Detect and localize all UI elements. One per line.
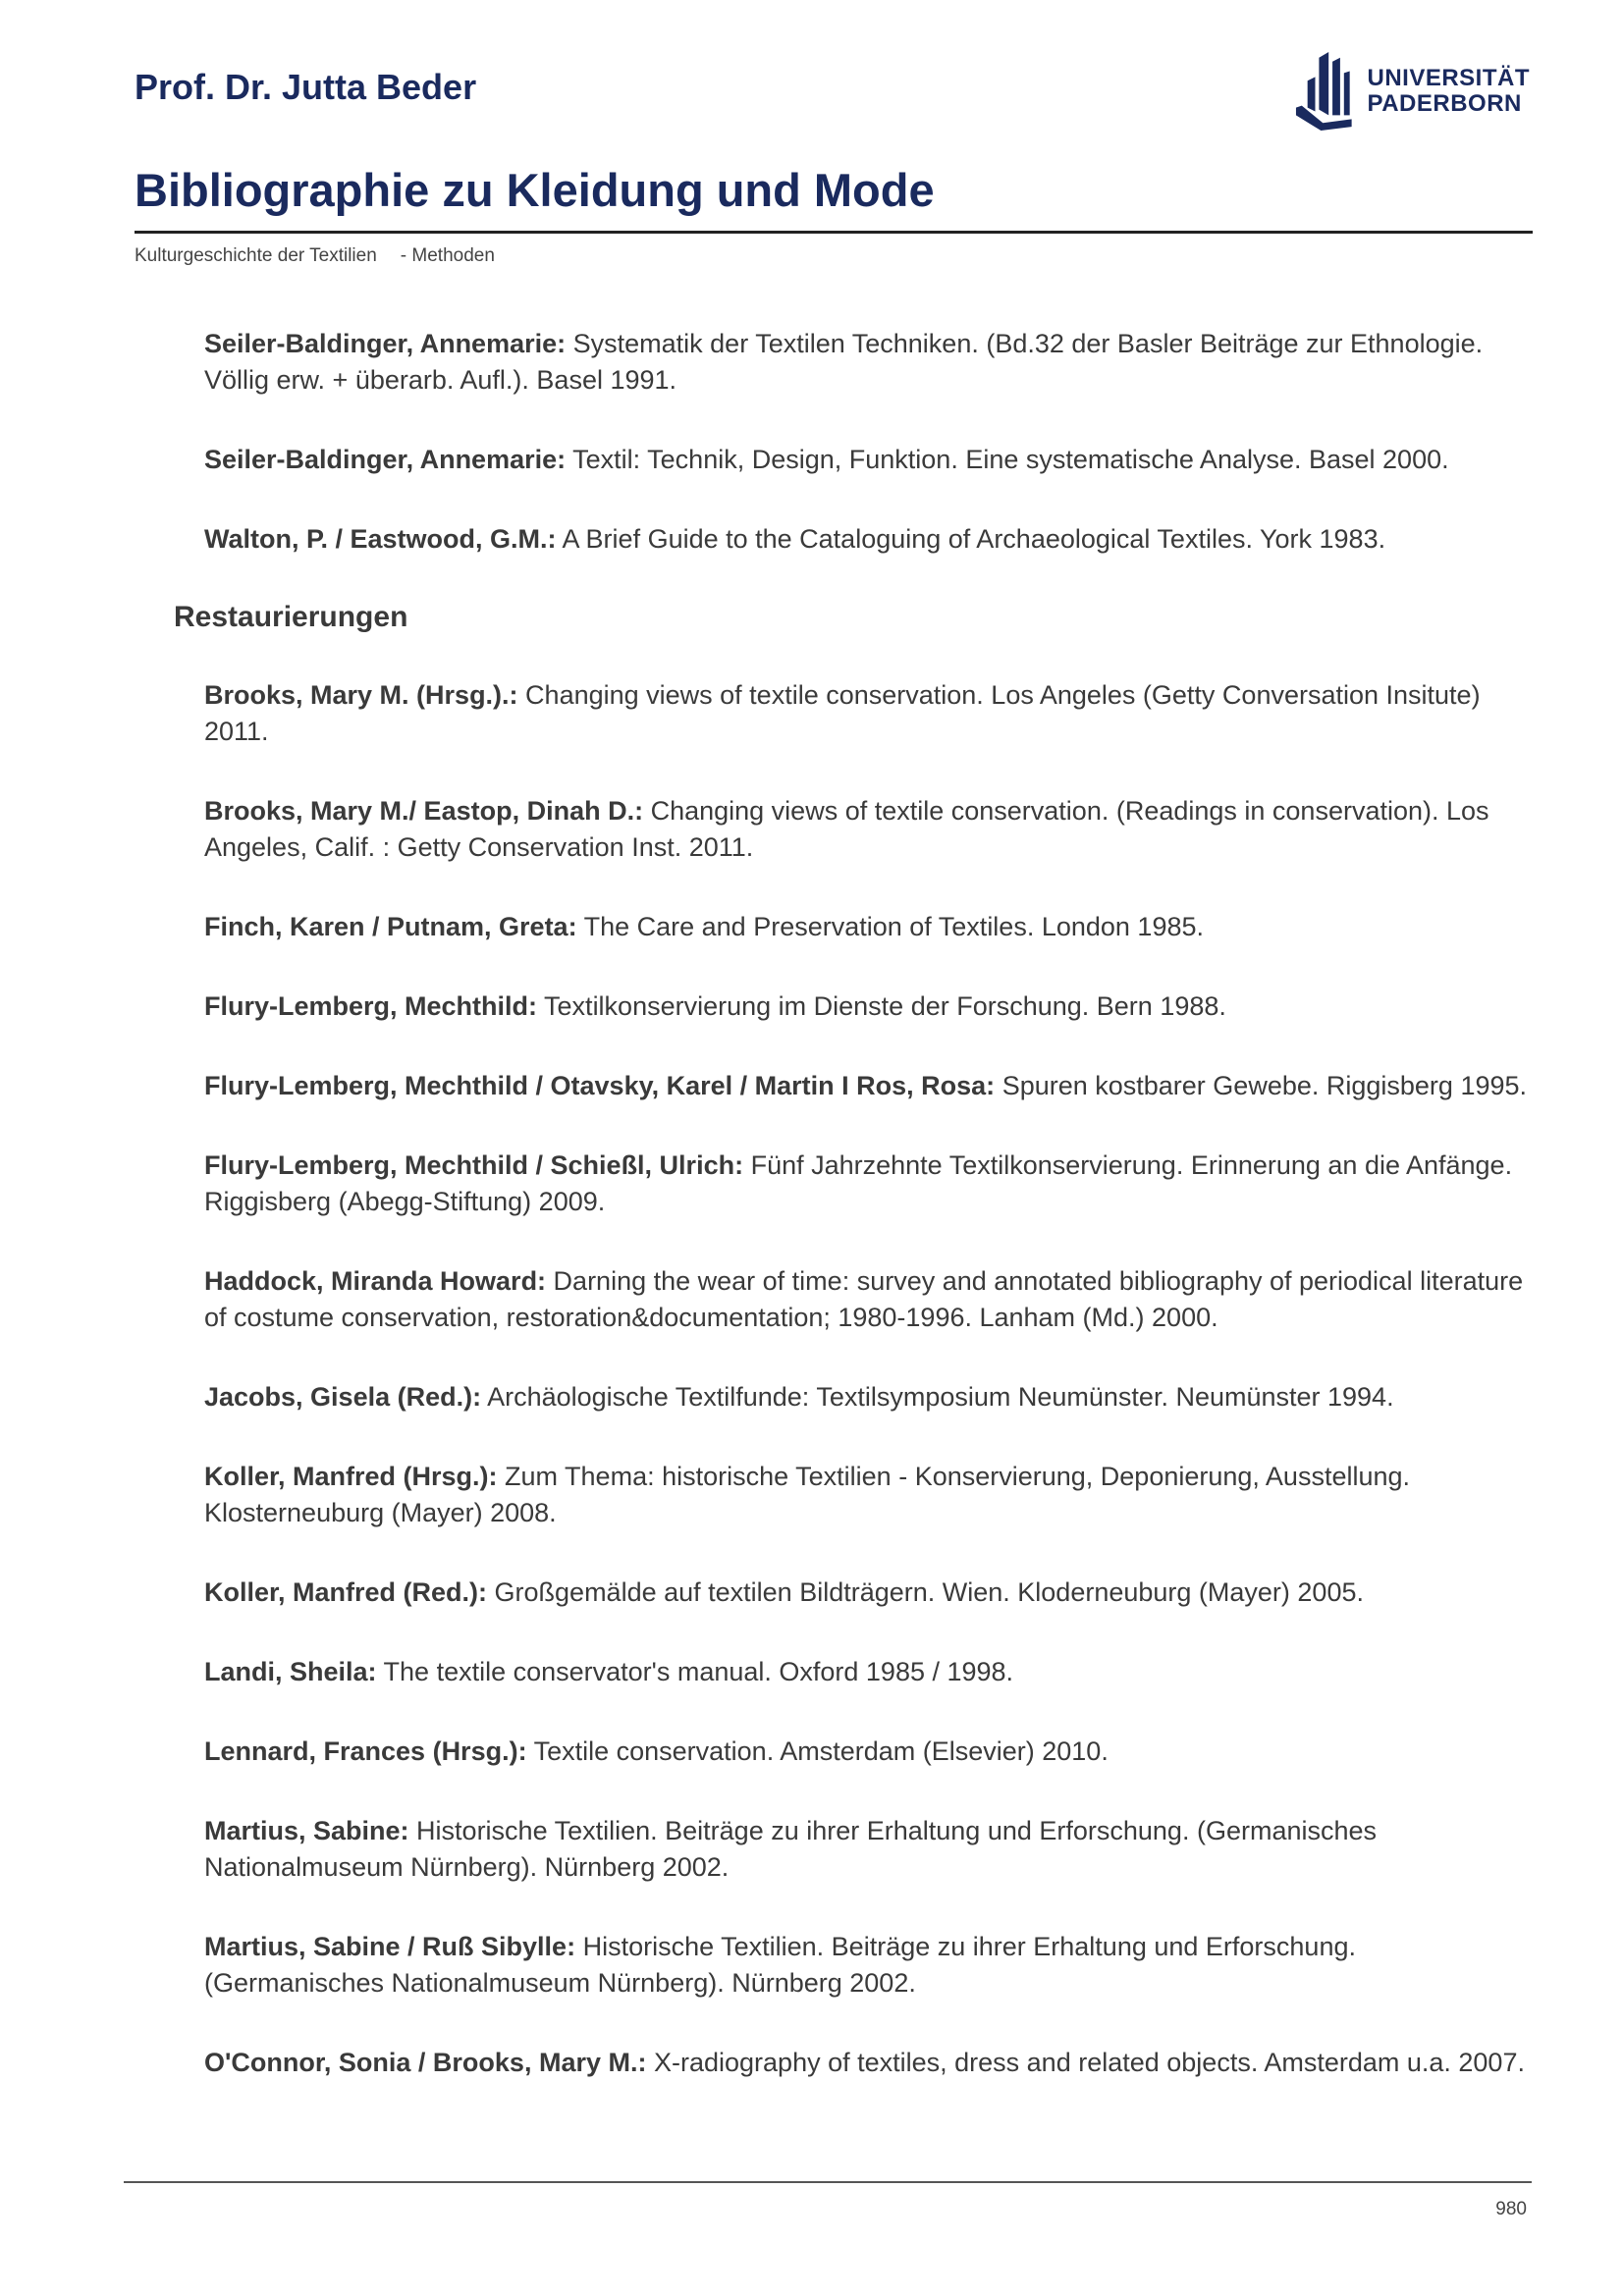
bibliography-entry [204, 1575, 1532, 1611]
page-number: 980 [1495, 2199, 1527, 2219]
bibliography-entry [204, 909, 1532, 945]
entry-text: Textile conservation. Amsterdam (Elsevier) 2010. [526, 1736, 1109, 1766]
bibliography-entry [204, 677, 1532, 750]
bibliography-entry [204, 326, 1532, 399]
breadcrumb-sub: - Methoden [400, 245, 495, 266]
entries-list [204, 677, 1532, 2081]
entry-author: Flury-Lemberg, Mechthild / Schießl, Ulrich: [204, 1150, 744, 1180]
bibliography-entry [204, 1813, 1532, 1886]
entry-text: Historische Textilien. Beiträge zu ihrer Erhaltung und Erforschung.(Germanisches Nationalmuseum Nürnberg). Nürnberg 2002. [204, 1932, 1356, 1998]
logo-line-2: PADERBORN [1367, 90, 1522, 117]
bibliography-entry [204, 1068, 1532, 1104]
section-title: Restaurierungen [174, 601, 408, 633]
entry-author: Walton, P. / Eastwood, G.M.: [204, 524, 557, 554]
entries-top-list [204, 326, 1532, 558]
logo-line-1: UNIVERSITÄT [1367, 65, 1530, 91]
bibliography-entry [204, 1148, 1532, 1220]
entry-author: Lennard, Frances (Hrsg.): [204, 1736, 527, 1766]
university-logo-text [1367, 66, 1530, 117]
entry-author: Flury-Lemberg, Mechthild: [204, 991, 538, 1021]
entry-text: Textil: Technik, Design, Funktion. Eine systematische Analyse. Basel 2000. [566, 445, 1449, 474]
bibliography-entry [204, 1459, 1532, 1531]
entry-text: Spuren kostbarer Gewebe. Riggisberg 1995. [995, 1071, 1528, 1100]
entry-author: Haddock, Miranda Howard: [204, 1266, 547, 1296]
university-logo-icon [1294, 51, 1357, 132]
entry-author: Martius, Sabine / Ruß Sibylle: [204, 1932, 576, 1961]
entry-text: Historische Textilien. Beiträge zu ihrer Erhaltung und Erforschung. (Germanisches Nationalmuseum Nürnberg). Nürnberg 2002. [204, 1816, 1378, 1882]
entry-author: Brooks, Mary M. (Hrsg.).: [204, 680, 518, 710]
entry-author: Flury-Lemberg, Mechthild / Otavsky, Karel / Martin I Ros, Rosa: [204, 1071, 996, 1100]
entry-text: Archäologische Textilfunde: Textilsymposium Neumünster. Neumünster 1994. [481, 1382, 1394, 1412]
breadcrumb [135, 245, 495, 267]
header-divider [135, 231, 1533, 234]
entry-text: Fünf Jahrzehnte Textilkonservierung. Erinnerung an die Anfänge. Riggisberg (Abegg-Stiftung) 2009. [204, 1150, 1513, 1216]
entry-author: Brooks, Mary M./ Eastop, Dinah D.: [204, 796, 644, 826]
breadcrumb-main: Kulturgeschichte der Textilien [135, 245, 377, 266]
bibliography-entry [204, 1929, 1532, 2002]
entry-text: Changing views of textile conservation. (Readings in conservation). Los Angeles, Calif. : Getty Conservation Inst. 2011. [204, 796, 1489, 862]
bibliography-entry [204, 793, 1532, 866]
bibliography-entry [204, 521, 1532, 558]
entry-author: Koller, Manfred (Hrsg.): [204, 1462, 498, 1491]
entry-text: Großgemälde auf textilen Bildträgern. Wien. Kloderneuburg (Mayer) 2005. [487, 1577, 1364, 1607]
entry-text: X-radiography of textiles, dress and related objects. Amsterdam u.a. 2007. [646, 2048, 1525, 2077]
bibliography-entry [204, 1734, 1532, 1770]
entry-text: Darning the wear of time: survey and annotated bibliography of periodical literature of costume conservation, restoration&documentation; 1980-1996. Lanham (Md.) 2000. [204, 1266, 1524, 1332]
entry-author: Martius, Sabine: [204, 1816, 409, 1845]
entry-text: A Brief Guide to the Cataloguing of Archaeological Textiles. York 1983. [556, 524, 1386, 554]
entry-text: The Care and Preservation of Textiles. London 1985. [576, 912, 1204, 941]
bibliography-entry [204, 1263, 1532, 1336]
entry-author: O'Connor, Sonia / Brooks, Mary M.: [204, 2048, 647, 2077]
entry-text: Zum Thema: historische Textilien - Konservierung, Deponierung, Ausstellung. Klosterneuburg (Mayer) 2008. [204, 1462, 1411, 1527]
bibliography-entry [204, 2045, 1532, 2081]
university-logo [1294, 51, 1530, 132]
entry-author: Seiler-Baldinger, Annemarie: [204, 329, 567, 358]
bibliography-content [174, 326, 1532, 2124]
bibliography-entry [204, 1379, 1532, 1415]
entry-author: Landi, Sheila: [204, 1657, 377, 1686]
entry-author: Finch, Karen / Putnam, Greta: [204, 912, 577, 941]
footer-divider [124, 2181, 1532, 2183]
page-title: Bibliographie zu Kleidung und Mode [135, 164, 935, 216]
author-name: Prof. Dr. Jutta Beder [135, 67, 477, 107]
entry-text: The textile conservator's manual. Oxford 1985 / 1998. [376, 1657, 1014, 1686]
bibliography-entry [204, 988, 1532, 1025]
entry-text: Textilkonservierung im Dienste der Forschung. Bern 1988. [537, 991, 1226, 1021]
entry-author: Jacobs, Gisela (Red.): [204, 1382, 482, 1412]
entry-text: Changing views of textile conservation. Los Angeles (Getty Conversation Insitute) 2011. [204, 680, 1481, 746]
entry-author: Seiler-Baldinger, Annemarie: [204, 445, 567, 474]
bibliography-entry [204, 442, 1532, 478]
bibliography-entry [204, 1654, 1532, 1690]
entry-author: Koller, Manfred (Red.): [204, 1577, 488, 1607]
entry-text: Systematik der Textilen Techniken. (Bd.32 der Basler Beiträge zur Ethnologie. Völlig erw. + überarb. Aufl.). Basel 1991. [204, 329, 1484, 395]
